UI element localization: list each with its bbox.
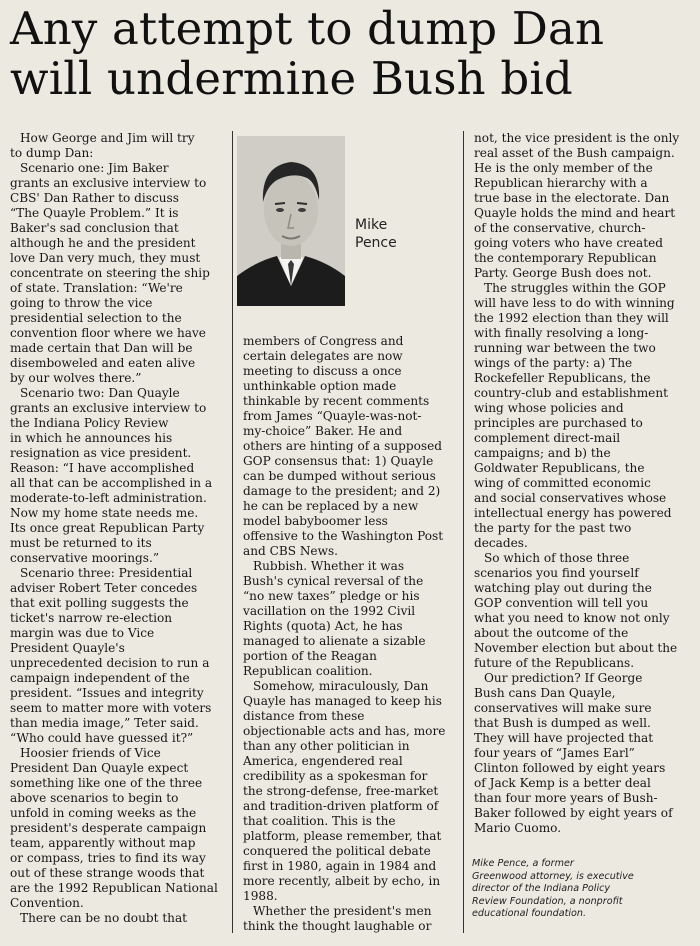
article-line: meeting to discuss a once bbox=[243, 364, 402, 378]
article-line: Quayle has managed to keep his bbox=[243, 694, 442, 708]
article-line: Quayle holds the mind and heart bbox=[474, 206, 676, 220]
article-line: model babyboomer less bbox=[243, 514, 388, 528]
author-photo bbox=[237, 136, 345, 306]
article-line: must be returned to its bbox=[10, 536, 152, 550]
article-line: damage to the president; and 2) bbox=[243, 484, 441, 498]
article-line: going voters who have created bbox=[474, 236, 664, 250]
article-line: in which he announces his bbox=[10, 431, 173, 445]
article-line: Rights (quota) Act, he has bbox=[243, 619, 403, 633]
article-line: Whether the president's men bbox=[253, 904, 432, 918]
article-line: offensive to the Washington Post bbox=[243, 529, 444, 543]
article-line: Bush cans Dan Quayle, bbox=[474, 686, 616, 700]
article-line: Scenario three: Presidential bbox=[20, 566, 193, 580]
article-line: Baker followed by eight years of bbox=[474, 806, 673, 820]
article-line: with finally resolving a long- bbox=[474, 326, 649, 340]
article-line: what you need to know not only bbox=[474, 611, 670, 625]
article-line: convention floor where we have bbox=[10, 326, 206, 340]
article-line: unfold in coming weeks as the bbox=[10, 806, 197, 820]
article-line: watching play out during the bbox=[474, 581, 652, 595]
article-line: to dump Dan: bbox=[10, 146, 94, 160]
article-line: platform, please remember, that bbox=[243, 829, 442, 843]
article-line: are the 1992 Republican National bbox=[10, 881, 218, 895]
article-line: something like one of the three bbox=[10, 776, 203, 790]
article-line: the Indiana Policy Review bbox=[10, 416, 169, 430]
article-line: certain delegates are now bbox=[243, 349, 403, 363]
article-line: margin was due to Vice bbox=[10, 626, 155, 640]
article-line: unprecedented decision to run a bbox=[10, 656, 210, 670]
article-line: going to throw the vice bbox=[10, 296, 153, 310]
article-line: and tradition-driven platform of bbox=[243, 799, 439, 813]
article-line: than four more years of Bush- bbox=[474, 791, 658, 805]
article-line: complement direct-mail bbox=[474, 431, 621, 445]
article-line: he can be replaced by a new bbox=[243, 499, 419, 513]
article-line: intellectual energy has powered bbox=[474, 506, 672, 520]
article-line: adviser Robert Teter concedes bbox=[10, 581, 198, 595]
bio-line: director of the Indiana Policy bbox=[472, 883, 611, 895]
headline-line-1: Any attempt to dump Dan bbox=[10, 2, 605, 55]
article-line: president's desperate campaign bbox=[10, 821, 207, 835]
article-line: real asset of the Bush campaign. bbox=[474, 146, 675, 160]
article-line: of state. Translation: “We're bbox=[10, 281, 183, 295]
article-line: President Quayle's bbox=[10, 641, 125, 655]
article-line: more recently, albeit by echo, in bbox=[243, 874, 441, 888]
article-line: distance from these bbox=[243, 709, 365, 723]
article-line: Its once great Republican Party bbox=[10, 521, 205, 535]
headline-line-2: will undermine Bush bid bbox=[10, 52, 573, 105]
column-rule-right bbox=[463, 131, 464, 933]
article-line: There can be no doubt that bbox=[20, 911, 188, 925]
article-line: He is the only member of the bbox=[474, 161, 653, 175]
article-line: America, engendered real bbox=[243, 754, 403, 768]
bio-line: Greenwood attorney, is executive bbox=[472, 870, 634, 882]
article-line: Scenario two: Dan Quayle bbox=[20, 386, 180, 400]
author-bio bbox=[472, 858, 696, 921]
byline-last-name: Pence bbox=[355, 235, 397, 251]
article-line: grants an exclusive interview to bbox=[10, 176, 207, 190]
article-line: Mario Cuomo. bbox=[474, 821, 562, 835]
article-column-1 bbox=[10, 131, 228, 926]
article-line: others are hinting of a supposed bbox=[243, 439, 442, 453]
column-rule-left bbox=[232, 131, 233, 933]
article-line: president. “Issues and integrity bbox=[10, 686, 204, 700]
article-line: Now my home state needs me. bbox=[10, 506, 199, 520]
article-line: love Dan very much, they must bbox=[10, 251, 201, 265]
article-line: wing of committed economic bbox=[474, 476, 651, 490]
article-line: Goldwater Republicans, the bbox=[474, 461, 645, 475]
article-column-2 bbox=[243, 334, 455, 934]
article-line: conservatives will make sure bbox=[474, 701, 652, 715]
article-line: unthinkable option made bbox=[243, 379, 397, 393]
article-line: credibility as a spokesman for bbox=[243, 769, 428, 783]
article-line: out of these strange woods that bbox=[10, 866, 205, 880]
article-line: team, apparently without map bbox=[10, 836, 196, 850]
article-line: vacillation on the 1992 Civil bbox=[243, 604, 416, 618]
article-line: moderate-to-left administration. bbox=[10, 491, 207, 505]
article-line: than media image,” Teter said. bbox=[10, 716, 199, 730]
article-line: presidential selection to the bbox=[10, 311, 182, 325]
article-line: that exit polling suggests the bbox=[10, 596, 189, 610]
headline bbox=[10, 4, 694, 104]
article-line: resignation as vice president. bbox=[10, 446, 192, 460]
article-line: running war between the two bbox=[474, 341, 656, 355]
article-line: portion of the Reagan bbox=[243, 649, 377, 663]
article-line: campaign independent of the bbox=[10, 671, 190, 685]
article-line: “Who could have guessed it?” bbox=[10, 731, 194, 745]
article-line: members of Congress and bbox=[243, 334, 404, 348]
article-line: President Dan Quayle expect bbox=[10, 761, 189, 775]
article-line: concentrate on steering the ship bbox=[10, 266, 210, 280]
article-line: Bush's cynical reversal of the bbox=[243, 574, 424, 588]
article-line: Rockefeller Republicans, the bbox=[474, 371, 651, 385]
article-line: ticket's narrow re-election bbox=[10, 611, 173, 625]
article-line: GOP consensus that: 1) Quayle bbox=[243, 454, 434, 468]
article-line: my-choice” Baker. He and bbox=[243, 424, 403, 438]
article-line: the strong-defense, free-market bbox=[243, 784, 439, 798]
article-line: Hoosier friends of Vice bbox=[20, 746, 161, 760]
article-line: future of the Republicans. bbox=[474, 656, 635, 670]
article-line: will have less to do with winning bbox=[474, 296, 675, 310]
article-line: wings of the party: a) The bbox=[474, 356, 633, 370]
article-line: Republican coalition. bbox=[243, 664, 373, 678]
article-line: above scenarios to begin to bbox=[10, 791, 179, 805]
portrait-image bbox=[237, 136, 345, 306]
article-line: the contemporary Republican bbox=[474, 251, 657, 265]
article-line: Clinton followed by eight years bbox=[474, 761, 666, 775]
article-line: They will have projected that bbox=[474, 731, 654, 745]
article-line: November election but about the bbox=[474, 641, 678, 655]
article-line: first in 1980, again in 1984 and bbox=[243, 859, 437, 873]
article-line: managed to alienate a sizable bbox=[243, 634, 426, 648]
article-line: Scenario one: Jim Baker bbox=[20, 161, 169, 175]
article-line: country-club and establishment bbox=[474, 386, 668, 400]
article-line: principles are purchased to bbox=[474, 416, 643, 430]
article-line: “no new taxes” pledge or his bbox=[243, 589, 420, 603]
article-line: the 1992 election than they will bbox=[474, 311, 669, 325]
article-line: from James “Quayle-was-not- bbox=[243, 409, 422, 423]
article-column-3 bbox=[474, 131, 696, 836]
article-line: by our wolves there.” bbox=[10, 371, 142, 385]
article-line: the party for the past two bbox=[474, 521, 632, 535]
article-line: CBS' Dan Rather to discuss bbox=[10, 191, 179, 205]
article-line: conservative moorings.” bbox=[10, 551, 160, 565]
bio-line: Review Foundation, a nonprofit bbox=[472, 895, 623, 907]
article-line: Baker's sad conclusion that bbox=[10, 221, 179, 235]
article-line: true base in the electorate. Dan bbox=[474, 191, 670, 205]
article-line: Reason: “I have accomplished bbox=[10, 461, 195, 475]
article-line: think the thought laughable or bbox=[243, 919, 432, 933]
article-line: than any other politician in bbox=[243, 739, 410, 753]
article-line: campaigns; and b) the bbox=[474, 446, 611, 460]
article-line: grants an exclusive interview to bbox=[10, 401, 207, 415]
article-line: that coalition. This is the bbox=[243, 814, 396, 828]
article-line: about the outcome of the bbox=[474, 626, 629, 640]
article-line: all that can be accomplished in a bbox=[10, 476, 213, 490]
article-line: Our prediction? If George bbox=[484, 671, 643, 685]
article-line: four years of “James Earl” bbox=[474, 746, 635, 760]
article-line: decades. bbox=[474, 536, 528, 550]
article-line: thinkable by recent comments bbox=[243, 394, 430, 408]
bio-line: educational foundation. bbox=[472, 908, 587, 920]
article-line: So which of those three bbox=[484, 551, 630, 565]
article-line: can be dumped without serious bbox=[243, 469, 436, 483]
article-line: objectionable acts and has, more bbox=[243, 724, 446, 738]
bio-line: Mike Pence, a former bbox=[472, 858, 574, 869]
article-line: wing whose policies and bbox=[474, 401, 624, 415]
article-line: 1988. bbox=[243, 889, 278, 903]
article-line: not, the vice president is the only bbox=[474, 131, 680, 145]
article-line: although he and the president bbox=[10, 236, 196, 250]
author-byline bbox=[355, 216, 397, 252]
article-line: conquered the political debate bbox=[243, 844, 431, 858]
article-line: Rubbish. Whether it was bbox=[253, 559, 405, 573]
article-line: “The Quayle Problem.” It is bbox=[10, 206, 179, 220]
article-line: that Bush is dumped as well. bbox=[474, 716, 651, 730]
article-line: Republican hierarchy with a bbox=[474, 176, 648, 190]
article-line: Party. George Bush does not. bbox=[474, 266, 652, 280]
article-line: Somehow, miraculously, Dan bbox=[253, 679, 429, 693]
article-line: or compass, tries to find its way bbox=[10, 851, 206, 865]
article-line: Convention. bbox=[10, 896, 84, 910]
article-line: seem to matter more with voters bbox=[10, 701, 212, 715]
byline-first-name: Mike bbox=[355, 217, 388, 233]
article-line: scenarios you find yourself bbox=[474, 566, 639, 580]
article-line: disemboweled and eaten alive bbox=[10, 356, 196, 370]
article-line: made certain that Dan will be bbox=[10, 341, 193, 355]
article-line: The struggles within the GOP bbox=[484, 281, 666, 295]
article-line: of the conservative, church- bbox=[474, 221, 646, 235]
article-line: How George and Jim will try bbox=[20, 131, 195, 145]
article-line: GOP convention will tell you bbox=[474, 596, 649, 610]
article-line: and CBS News. bbox=[243, 544, 338, 558]
article-line: and social conservatives whose bbox=[474, 491, 667, 505]
article-line: of Jack Kemp is a better deal bbox=[474, 776, 651, 790]
